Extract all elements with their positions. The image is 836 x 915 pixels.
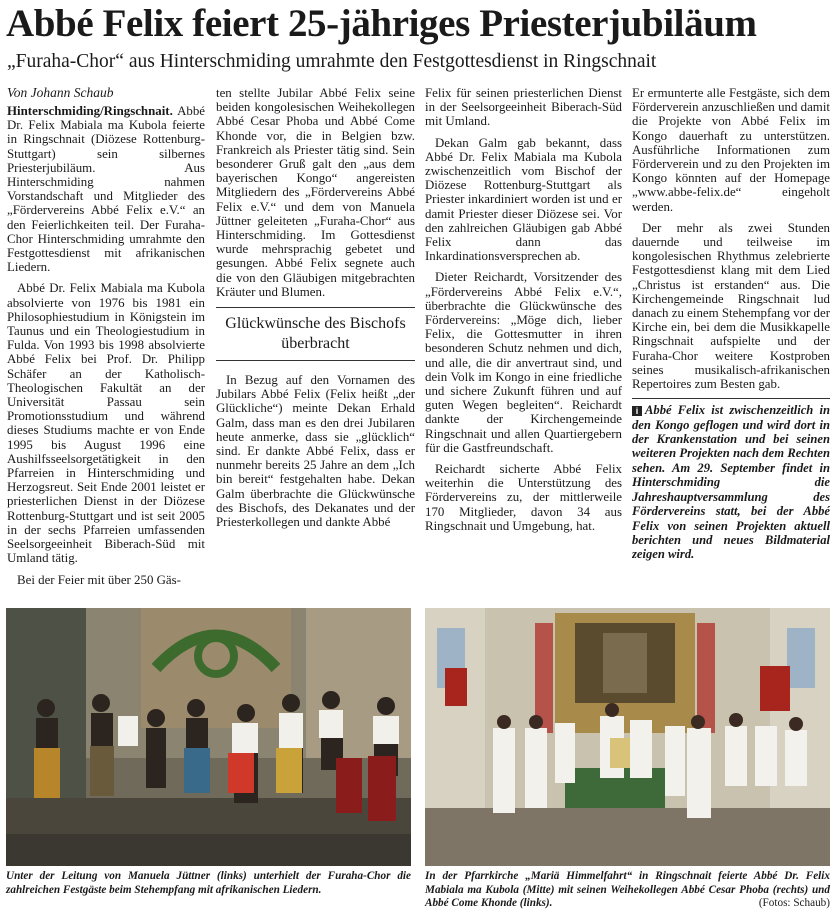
paragraph: ten stellte Jubilar Abbé Felix seine beiden kongolesischen Weihekollegen Abbé Cesar Phoba und Abbé Come Khonde vor, die in Belgien bzw. Frankreich als Priester tätig sind. Sein besonderer Gruß galt den „aus dem bayerischen Kongo“ angereisten Mitgliedern des „Fördervereins Abbé Felix e.V.“ und dem von Manuela Jüttner geleiteten „Furaha-Chor“ aus Hinterschmiding. Im Gottesdienst wurde mehrsprachig gebetet und gesungen. Abbé Felix segnete auch die von den Gläubigen mitgebrachten Kräuter und Blumen. (216, 86, 415, 299)
article-column-3 (425, 86, 622, 598)
article-column-2 (216, 86, 415, 598)
church-photo-illustration (425, 608, 830, 866)
photo-credit: (Fotos: Schaub) (758, 897, 830, 910)
headline: Abbé Felix feiert 25-jähriges Priesterjubiläum (6, 2, 757, 45)
paragraph-text: Abbé Dr. Felix Mabiala ma Kubola feierte in Ringschnait (Diözese Rottenburg-Stuttgart) sein silbernes Priesterjubiläum. Aus Hinterschmiding nahmen Vorstandschaft und Mitglieder des „Fördervereins Abbé Felix e.V.“ an den Feierlichkeiten teil. Der Furaha-Chor Hinterschmiding umrahmte den Festgottesdienst mit afrikanischen Liedern. (7, 104, 205, 275)
subheadline: „Furaha-Chor“ aus Hinterschmiding umrahmte den Festgottesdienst in Ringschnait (7, 51, 657, 72)
choir-photo-caption: Unter der Leitung von Manuela Jüttner (links) unterhielt der Furaha-Chor die zahlreichen Festgäste beim Stehempfang mit afrikanischen Liedern. (6, 870, 411, 896)
article-column-1 (7, 104, 205, 598)
dateline: Hinterschmiding/Ringschnait. (7, 104, 173, 118)
paragraph: Der mehr als zwei Stunden dauernde und teilweise im kongolesischen Rhythmus zelebrierte Festgottesdienst klang mit dem Lied „Christus ist erstanden“ aus. Die Kirchengemeinde Ringschnait lud danach zu einem Stehempfang vor der Kirche ein, bei dem die Musikkapelle Ringschnait aufspielte und der Furaha-Chor weitere Kostproben seines musikalisch-afrikanischen Repertoires zum Besten gab. (632, 220, 830, 392)
church-photo (425, 608, 830, 866)
choir-photo-illustration (6, 608, 411, 866)
byline: Von Johann Schaub (7, 85, 114, 100)
paragraph: Er ermunterte alle Festgäste, sich dem Förderverein anzuschließen und damit die Projekte von Abbé Felix im Kongo dauerhaft zu unterstützen. Ausführliche Informationen zum Förderverein und zu den Projekten im Kongo könnten auf der Homepage „www.abbe-felix.de“ eingeholt werden. (632, 86, 830, 214)
section-heading: Glückwünsche des Bischofs überbracht (216, 307, 415, 361)
info-text: Abbé Felix ist zwischenzeitlich in den Kongo geflogen und wird dort in der Krankenstation und bei seinen weiteren Projekten nach dem Rechten sehen. Am 29. September findet in Hinterschmiding die Jahreshauptversammlung des Fördervereins statt, bei der Abbé Felix von seinen Projekten aktuell berichten und neues Bildmaterial zeigen wird. (632, 403, 830, 562)
paragraph: Dekan Galm gab bekannt, dass Abbé Dr. Felix Mabiala ma Kubola zwischenzeitlich vom Bischof der Diözese Rottenburg-Stuttgart als Priester inkardiniert worden ist und er damit Priester dieser Diözese sei. Vor den zahlreichen Gläubigen gab Abbé Felix dann das Inkardinationsversprechen ab. (425, 135, 622, 264)
paragraph: Felix für seinen priesterlichen Dienst in der Seelsorgeeinheit Biberach-Süd mit Umland. (425, 86, 622, 129)
caption-text: In der Pfarrkirche „Mariä Himmelfahrt“ in Ringschnait feierte Abbé Dr. Felix Mabiala ma Kubola (Mitte) mit seinen Weihekollegen Abbé Cesar Phoba (rechts) und Abbé Come Khonde (links). (425, 870, 830, 910)
info-icon: i (632, 406, 642, 416)
paragraph: Reichardt sicherte Abbé Felix weiterhin die Unterstützung des Fördervereins zu, der mittlerweile 170 Mitglieder, davon 34 aus Ringschnait und Umgebung, hat. (425, 462, 622, 533)
choir-photo (6, 608, 411, 866)
paragraph: In Bezug auf den Vornamen des Jubilars Abbé Felix (Felix heißt „der Glückliche“) meinte Dekan Erhald Galm, dass man es den drei Jubilaren heute anmerke, dass sie „glücklich“ sind. Er dankte Abbé Felix, dass er nunmehr bereits 25 Jahre an dem „Ich bin bereit“ festgehalten habe. Dekan Galm überbrachte die Glückwünsche des Bischofs, des Dekanates und der Priesterkollegen und dankte Abbé (216, 373, 415, 530)
paragraph (7, 104, 205, 274)
paragraph: Abbé Dr. Felix Mabiala ma Kubola absolvierte von 1976 bis 1981 ein Philosophiestudium in Königstein im Taunus und ein Theologiestudium in Fulda. Von 1993 bis 1998 absolvierte Abbé Felix bei Prof. Dr. Philipp Schäfer an der Katholisch-Theologischen Fakultät an der Universität Passau sein Promotionsstudium und während dieses Studiums machte er von Ende 1995 bis August 1996 eine Aushilfsseelsorgetätigkeit in den Pfarreien in Hinterschmiding und Herzogsreut. Seit Ende 2001 leistet er priesterlichen Dienst in der Diözese Rottenburg-Stuttgart und ist seit 2005 in der sechs Pfarreien umfassenden Seelsorgeeinheit Biberach-Süd mit Umland tätig. (7, 281, 205, 566)
church-photo-caption (425, 870, 830, 911)
paragraph: Dieter Reichardt, Vorsitzender des „Fördervereins Abbé Felix e.V.“, überbrachte die Glückwünsche des Fördervereins: „Möge dich, lieber Felix, die Gottesmutter in ihren besonderen Schutz nehmen und dich, und alle, die dir anvertraut sind, und dein Volk im Kongo in eine friedliche und sichere Zukunft führen und auf guten Wegen begleiten“. Reichardt dankte der Kirchengemeinde Ringschnait und allen Quartiergebern für die Gastfreundschaft. (425, 270, 622, 455)
article-column-4 (632, 86, 830, 598)
paragraph: Bei der Feier mit über 250 Gäs- (17, 572, 181, 587)
info-box (632, 398, 830, 561)
